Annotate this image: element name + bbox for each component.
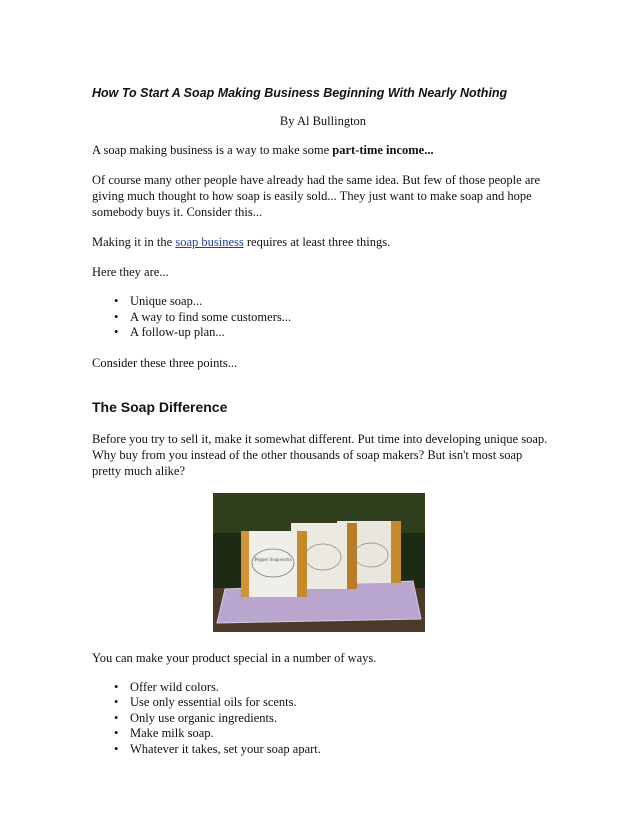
list-item-text: Only use organic ingredients. <box>130 710 277 725</box>
paragraph-6: Before you try to sell it, make it somewhat different. Put time into developing unique soap. Why buy from you instead of the other thousands of soap makers? But isn't most soap pretty much alike? <box>92 431 548 478</box>
document-title: How To Start A Soap Making Business Beginning With Nearly Nothing <box>92 86 508 100</box>
list-item-text: Unique soap... <box>130 294 203 308</box>
bullet-icon: • <box>114 726 119 740</box>
bullet-icon: • <box>114 325 119 339</box>
list-item-text: Make milk soap. <box>130 726 214 740</box>
list-item <box>92 726 554 742</box>
list-item <box>92 310 554 326</box>
intro-text: A soap making business is a way to make some <box>92 143 333 157</box>
bullet-icon: • <box>114 294 119 308</box>
p3-after-text: requires at least three things. <box>243 235 391 249</box>
list-item <box>92 711 554 727</box>
bullet-icon: • <box>114 695 119 709</box>
section-heading: The Soap Difference <box>92 398 228 415</box>
soap-photo <box>213 493 425 632</box>
paragraph-4: Here they are... <box>92 265 169 279</box>
list-item <box>92 695 554 711</box>
paragraph-intro <box>92 142 554 158</box>
soap-label-text: Pepper Soapworks <box>254 557 292 563</box>
list-item-text: Whatever it takes, set your soap apart. <box>130 741 321 756</box>
document-page <box>92 86 554 771</box>
paragraph-2: Of course many other people have already had the same idea. But few of those people are giving much thought to how soap is easily sold... They just want to make soap and hope somebody buys it. Consider this... <box>92 173 541 219</box>
bullet-icon: • <box>114 710 119 725</box>
list-item-text: Offer wild colors. <box>130 679 219 694</box>
list-special-ways <box>92 680 554 758</box>
bullet-icon: • <box>114 309 119 324</box>
list-item <box>92 294 554 310</box>
soap-business-link[interactable]: soap business <box>175 235 244 249</box>
list-item <box>92 680 554 696</box>
author-byline: By Al Bullington <box>279 114 367 128</box>
soap-photo-illustration <box>213 493 425 632</box>
list-item <box>92 742 554 758</box>
list-item <box>92 325 554 341</box>
paragraph-7: You can make your product special in a number of ways. <box>92 650 377 665</box>
bullet-icon: • <box>114 741 119 756</box>
intro-bold-text: part-time income... <box>332 143 434 157</box>
paragraph-3 <box>92 234 554 250</box>
list-item-text: Use only essential oils for scents. <box>130 695 297 709</box>
list-item-text: A follow-up plan... <box>130 325 225 339</box>
p3-before-text: Making it in the <box>92 235 176 249</box>
paragraph-5: Consider these three points... <box>92 355 238 370</box>
list-three-things <box>92 294 554 341</box>
list-item-text: A way to find some customers... <box>130 309 292 324</box>
bullet-icon: • <box>114 679 119 694</box>
